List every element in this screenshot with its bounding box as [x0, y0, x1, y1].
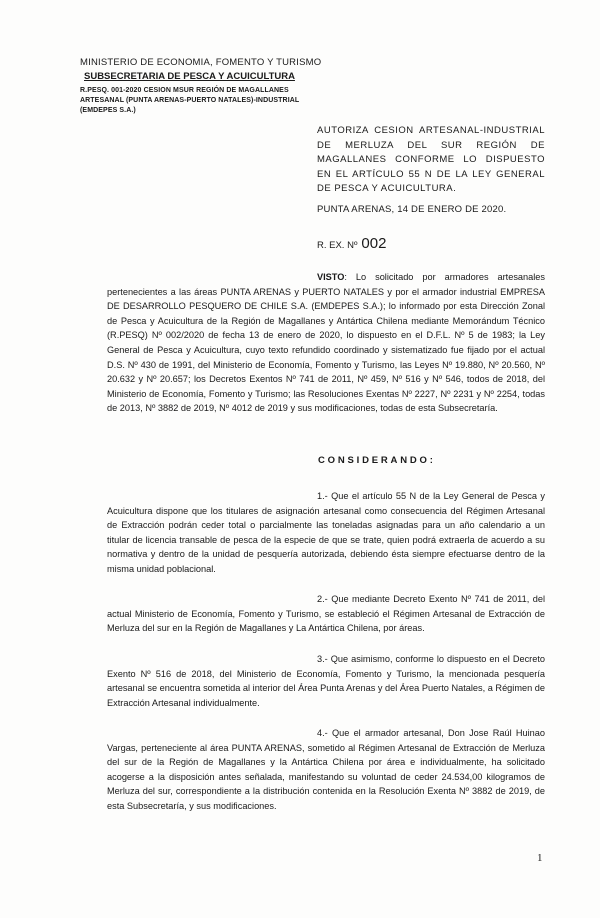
considerando-text: del actual Ministerio de Economía, Fomento y Turismo, se estableció el Régimen Artesanal de Extracción de Merluza del sur en la Región de Magallanes y La Antártica Chilena, por áreas. — [107, 594, 545, 634]
considerando-text: Huinao Vargas, perteneciente al área PUNTA ARENAS, sometido al Régimen Artesanal de Extracción de Merluza del sur de la Región de Magallanes y la Antártica Chilena por área e individualmente, ha solicitado acogerse a la disposición antes señalada, manifestando su voluntad de ceder 24.534,00 kilogramos de Merluza del sur, correspondiente a la distribución contenida en la Resolución Exenta Nº 3882 de 2019, de esta Subsecretaría, y sus modificaciones. — [107, 728, 545, 811]
visto-text: : Lo solicitado por armadores artesanales pertenecientes a las áreas PUNTA ARENAS y PUERTO NATALES y por el armador industrial EMPRESA DE DESARROLLO PESQUERO DE CHILE S.A. (EMDEPES S.A.); lo informado por esta Dirección Zonal de Pesca y Acuicultura de la Región de Magallanes y Antártica Chilena mediante Memorándum Técnico (R.PESQ) Nº 002/2020 de fecha 13 de enero de 2020, lo dispuesto en el D.F.L. Nº 5 de 1983; la Ley General de Pesca y Acuicultura, cuyo texto refundido coordinado y sistematizado fue fijado por el actual D.S. Nº 430 de 1991, del Ministerio de Economía, Fomento y Turismo, las Leyes Nº 19.880, Nº 20.560, Nº 20.632 y Nº 20.657; los Decretos Exentos Nº 741 de 2011, Nº 459, Nº 516 y Nº 546, todos de 2018, del Ministerio de Economía, Fomento y Turismo; las Resoluciones Exentas Nº 2227, Nº 2231 y Nº 2254, todas de 2013, Nº 3882 de 2019, Nº 4012 de 2019 y sus modificaciones, todas de esta Subsecretaría. — [107, 272, 545, 414]
resolution-number-line — [317, 235, 386, 252]
considerando-2 — [107, 592, 545, 636]
considerando-4 — [107, 726, 545, 814]
resolution-label: R. EX. Nº — [317, 240, 358, 251]
considerando-1 — [107, 489, 545, 577]
page-number: 1 — [537, 852, 543, 864]
considerando-3 — [107, 652, 545, 710]
subsecretaria-heading: SUBSECRETARIA DE PESCA Y ACUICULTURA — [84, 71, 295, 82]
reference-code: R.PESQ. 001-2020 CESION MSUR REGIÓN DE MAGALLANES ARTESANAL (PUNTA ARENAS-PUERTO NATALES)-INDUSTRIAL (EMDEPES S.A.) — [80, 87, 300, 114]
considerando-lead: 2.- Que mediante Decreto Exento Nº 741 de 2011, — [317, 594, 530, 604]
considerando-heading: CONSIDERANDO: — [318, 455, 436, 466]
considerando-text: Decreto Exento Nº 516 de 2018, del Ministerio de Economía, Fomento y Turismo, la mencionada pesquería artesanal se encuentra sometida al interior del Área Punta Arenas y del Área Puerto Natales, a Régimen de Extracción Artesanal individualmente. — [107, 654, 545, 708]
resolution-title: AUTORIZA CESION ARTESANAL-INDUSTRIAL DE MERLUZA DEL SUR REGIÓN DE MAGALLANES CONFORME LO DISPUESTO EN EL ARTÍCULO 55 N DE LA LEY GENERAL DE PESCA Y ACUICULTURA. — [317, 125, 545, 194]
considerando-lead: 1.- Que el artículo 55 N de la Ley General de Pesca — [317, 491, 538, 501]
place-date: PUNTA ARENAS, 14 DE ENERO DE 2020. — [317, 204, 507, 215]
considerando-lead: 4.- Que el armador artesanal, Don Jose Raúl — [317, 728, 512, 738]
ministry-heading: MINISTERIO DE ECONOMIA, FOMENTO Y TURISMO — [80, 57, 322, 68]
considerando-lead: 3.- Que asimismo, conforme lo dispuesto en el — [317, 654, 510, 664]
visto-paragraph — [107, 270, 545, 416]
visto-label: VISTO — [317, 272, 345, 282]
resolution-number: 002 — [361, 235, 387, 252]
considerando-text: y Acuicultura dispone que los titulares de asignación artesanal como consecuencia del Régimen Artesanal de Extracción podrán ceder total o parcialmente las toneladas asignadas para un año calendario a un titular de licencia transable de pesca de la especie de que se trate, quien podrá extraerla de acuerdo a su normativa y dentro de la unidad de pesquería autorizada, debiendo ésta siempre efectuarse dentro de la misma unidad poblacional. — [107, 491, 545, 574]
